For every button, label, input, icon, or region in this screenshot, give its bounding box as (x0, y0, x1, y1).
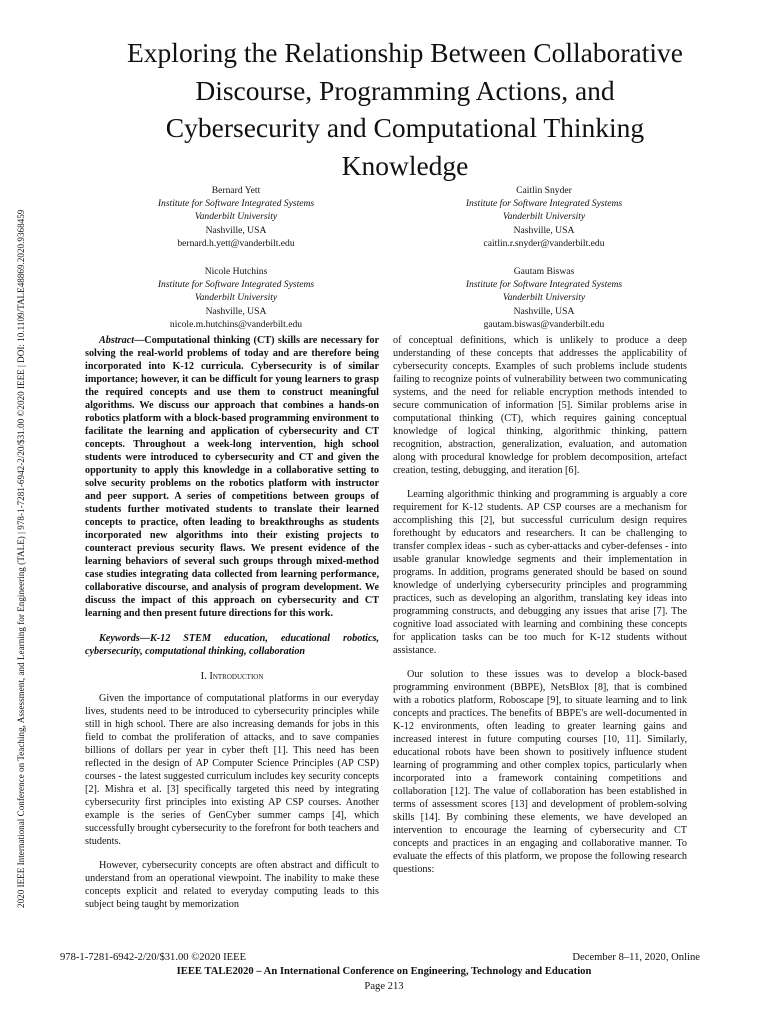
author-institute: Institute for Software Integrated Systems (157, 198, 315, 210)
abstract (85, 334, 379, 620)
page-number: Page 213 (364, 981, 404, 992)
author-block (424, 184, 664, 250)
keywords-label: Keywords (99, 633, 140, 644)
margin-note (6, 0, 26, 1024)
keywords-text: —K-12 STEM education, educational robotics, cybersecurity, computational thinking, collaboration (85, 633, 379, 657)
margin-note-text: 2020 IEEE International Conference on Teaching, Assessment, and Learning for Engineering (TALE) | 978-1-7281-6942-2/20/$31.00 ©2020 IEEE | DOI: 10.1109/TALE48869.2020.9368459 (16, 209, 26, 908)
author-email: bernard.h.yett@vanderbilt.edu (177, 237, 295, 249)
author-email: nicole.m.hutchins@vanderbilt.edu (169, 318, 303, 330)
author-location: Nashville, USA (513, 224, 575, 236)
footer-isbn: 978-1-7281-6942-2/20/$31.00 ©2020 IEEE (60, 952, 247, 963)
abstract-text: —Computational thinking (CT) skills are necessary for solving the real-world problems of today and are therefore being incorporated into K-12 curricula. Cybersecurity is of similar importance; however, it can be difficult for young learners to grasp the required concepts and use them to construct meaningful algorithms. We discuss our approach that combines a hands-on robotics platform with a block-based programming environment to facilitate the learning and application of cybersecurity and CT concepts. Throughout a week-long intervention, high school students were introduced to cybersecurity and CT and given the opportunity to apply this knowledge in a collaborative setting to solve security problems on the robotics platform with instructor and peer support. A series of competitions between groups of students further motivated students to translate their learned concepts to practice, often leading to breakthroughs as students incorporated new algorithms into their existing projects to counteract previous security flaws. We present evidence of the learning behaviors of several such groups through mixed-method case studies integrating data collected from learning performance, collaborative discourse, and analysis of program development. We discuss the impact of this approach on cybersecurity and CT learning and then present future directions for this work. (85, 335, 379, 619)
keywords (85, 632, 379, 658)
author-email: caitlin.r.snyder@vanderbilt.edu (483, 237, 605, 249)
author-institute: Institute for Software Integrated Systems (157, 279, 315, 291)
author-name: Bernard Yett (211, 185, 261, 196)
footer-conference: IEEE TALE2020 – An International Conference on Engineering, Technology and Education (176, 966, 592, 977)
author-name: Gautam Biswas (513, 266, 575, 277)
author-location: Nashville, USA (513, 305, 575, 317)
author-university: Vanderbilt University (502, 211, 586, 223)
section-heading (85, 670, 379, 683)
title-line: Discourse, Programming Actions, and (195, 74, 615, 106)
title-line: Knowledge (341, 149, 469, 181)
author-name: Caitlin Snyder (516, 185, 572, 196)
title-line: Cybersecurity and Computational Thinking (165, 112, 645, 143)
right-column (393, 334, 687, 876)
paragraph: of conceptual definitions, which is unlikely to produce a deep understanding of these concepts that addresses the applicability of cybersecurity concepts. Examples of such problems include students failing to recognize points of vulnerability between two communicating systems, and the need for reliable encryption methods intended to secure communication of information [5]. Similar problems arise in computational thinking (CT), which requires gaining conceptual knowledge of logical thinking, algorithmic thinking, pattern recognition, abstraction, generalization, evaluation, and automation along with procedural knowledge for problem decomposition, artefact creation, testing, debugging, and iteration [6]. (393, 335, 687, 476)
paragraph: Learning algorithmic thinking and programming is arguably a core requirement for K-12 students. AP CSP courses are a mechanism for accomplishing this [2], but successful curriculum design requires forethought by educators and researchers. It can be challenging to transfer complex ideas - such as cyber-attacks and cyber-defenses - into usable granular knowledge segments and their implementation in programs. In addition, programs generated should be based on sound knowledge of underlying cybersecurity principles and programming practices, such as developing an algorithm, translating key ideas into programming constructs, and debugging any issues that arise [7]. The cognitive load associated with learning and combining these concepts for application tasks can be too much for K-12 students without assistance. (393, 489, 687, 656)
title-line: Exploring the Relationship Between Collaborative (127, 37, 683, 68)
author-university: Vanderbilt University (194, 292, 278, 304)
paper-title (60, 34, 750, 184)
author-institute: Institute for Software Integrated Systems (465, 279, 623, 291)
author-university: Vanderbilt University (194, 211, 278, 223)
author-block (424, 265, 664, 331)
author-institute: Institute for Software Integrated Systems (465, 198, 623, 210)
author-block (116, 184, 356, 250)
author-block (116, 265, 356, 331)
author-location: Nashville, USA (205, 305, 267, 317)
author-name: Nicole Hutchins (204, 266, 268, 277)
left-column (85, 334, 379, 911)
paragraph: Given the importance of computational platforms in our everyday lives, students need to be introduced to cybersecurity principles while still in high school. There are also increasing demands for jobs in this field to combat the proliferation of attacks, and to save companies billions of dollars per year in cyber theft [1]. This need has been reflected in the design of AP Computer Science Principles (AP CSP) courses - the latest suggested curriculum includes key security concepts [2]. Mishra et al. [3] specifically targeted this need by integrating cybersecurity first principles into existing AP CSP courses. Another example is the series of GenCyber summer camps [4], which successfully brought cybersecurity to the forefront for both teachers and students. (85, 693, 379, 847)
section-title: Introduction (209, 671, 264, 682)
paragraph: However, cybersecurity concepts are often abstract and difficult to understand from an operational viewpoint. The inability to make these concepts explicit and related to everyday computing leads to this subject being taught by memorization (85, 860, 379, 910)
author-email: gautam.biswas@vanderbilt.edu (483, 318, 605, 330)
section-numeral: I. (200, 671, 207, 682)
author-location: Nashville, USA (205, 224, 267, 236)
abstract-label: Abstract (99, 335, 135, 346)
footer-date: December 8–11, 2020, Online (572, 952, 700, 963)
paragraph: Our solution to these issues was to develop a block-based programming environment (BBPE), NetsBlox [8], that is combined with a robotics platform, Roboscape [9], to situate learning and to link concepts and practices. The benefits of BBPE's are well-documented in K-12 environments, often leading to greater learning gains and increased interest in future computing courses [10, 11]. Similarly, educational robots have been shown to positively influence student learning of programming and other complex topics, particularly when incorporated into a framework containing competitions and collaboration [12]. The value of collaboration has been established in terms of assessment scores [13] and development of problem-solving skills [14]. By combining these elements, we have developed an intervention to encourage the learning of cybersecurity and CT concepts and practices in an engaging and collaborative manner. To evaluate the effects of this platform, we propose the following research questions: (393, 669, 687, 875)
author-university: Vanderbilt University (502, 292, 586, 304)
